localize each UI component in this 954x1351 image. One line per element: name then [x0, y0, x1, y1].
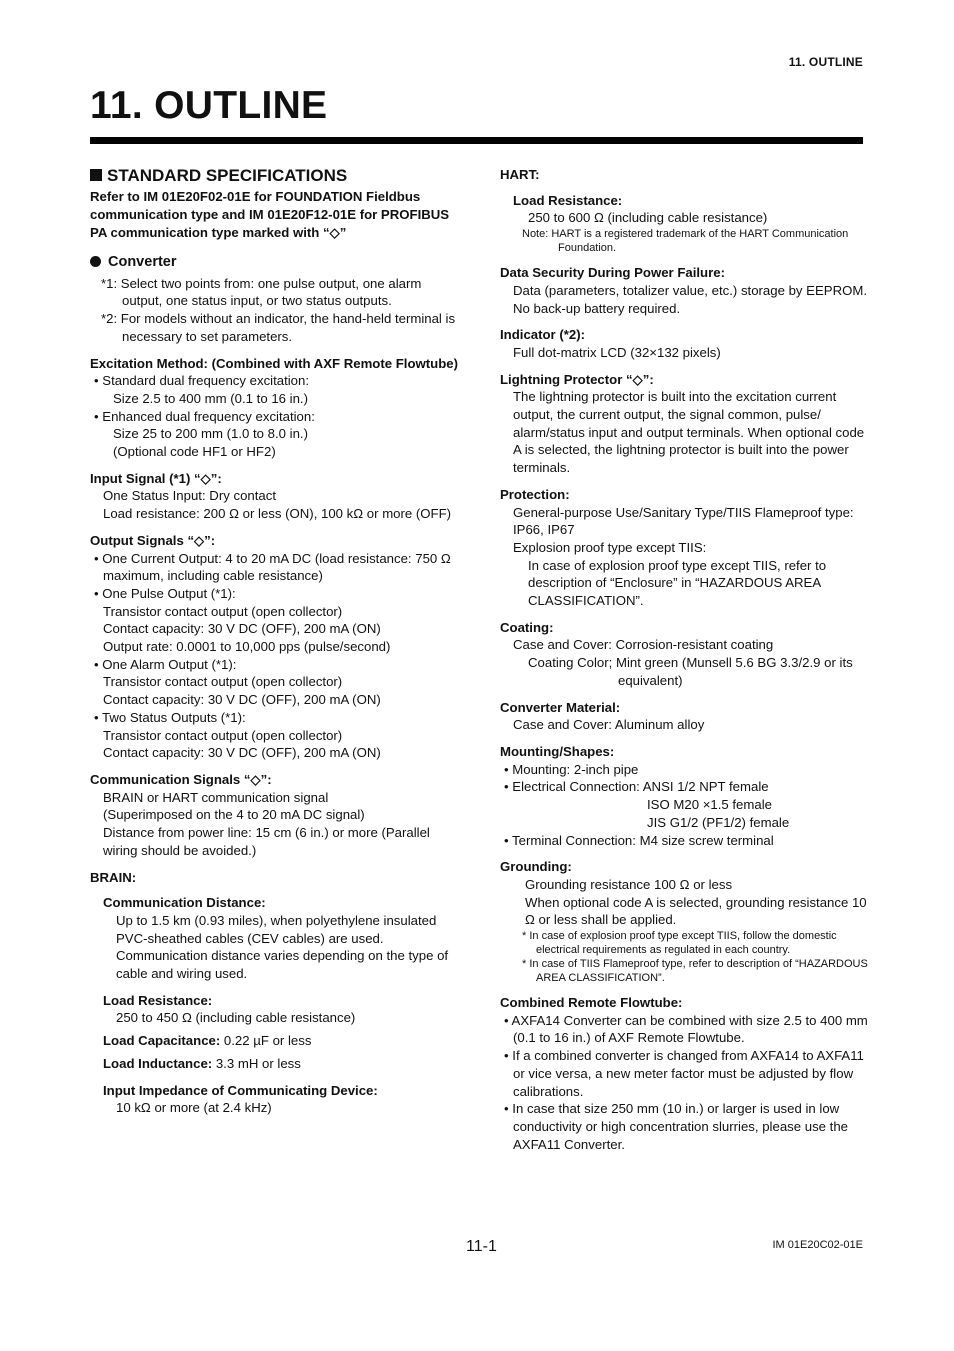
- data-security-text: Data (parameters, totalizer value, etc.) storage by EEPROM. No back-up battery required.: [513, 282, 868, 316]
- page-number: 11-1: [466, 1238, 497, 1255]
- output-signals-heading: Output Signals “◇”:: [90, 532, 216, 548]
- combined-heading: Combined Remote Flowtube:: [500, 995, 683, 1011]
- mounting-heading: Mounting/Shapes:: [500, 743, 615, 759]
- input-signal-line: Load resistance: 200 Ω or less (ON), 100 kΩ or more (OFF): [103, 506, 452, 522]
- output-line: • One Pulse Output (*1):: [94, 585, 236, 601]
- brain-distance-heading: Communication Distance:: [103, 895, 266, 911]
- running-head: 11. OUTLINE: [788, 55, 863, 69]
- footnote-2: *2: For models without an indicator, the hand-held terminal is necessary to set parameters.: [101, 311, 456, 344]
- output-line: Transistor contact output (open collector): [103, 603, 343, 619]
- combined-line: • In case that size 250 mm (10 in.) or larger is used in low conductivity or high concentration slurries, please use the AXFA11 Converter.: [504, 1101, 848, 1152]
- grounding-line: When optional code A is selected, grounding resistance 10 Ω or less shall be applied.: [525, 894, 867, 928]
- output-line: Contact capacity: 30 V DC (OFF), 200 mA (ON): [103, 692, 381, 708]
- lightning-heading: Lightning Protector “◇”:: [500, 371, 654, 387]
- coating-line: equivalent): [618, 672, 683, 688]
- grounding-note: * In case of TIIS Flameproof type, refer to description of “HAZARDOUS AREA CLASSIFICATION”.: [522, 958, 868, 985]
- brain-load-resistance-text: 250 to 450 Ω (including cable resistance): [116, 1010, 356, 1026]
- protection-line: General-purpose Use/Sanitary Type/TIIS Flameproof type: IP66, IP67: [513, 504, 854, 538]
- coating-line: Coating Color; Mint green (Munsell 5.6 BG 3.3/2.9 or its: [528, 655, 853, 671]
- mounting-line: JIS G1/2 (PF1/2) female: [647, 814, 790, 830]
- communication-line: BRAIN or HART communication signal: [103, 789, 329, 805]
- data-security-heading: Data Security During Power Failure:: [500, 265, 725, 281]
- output-line: Transistor contact output (open collector): [103, 727, 343, 743]
- right-column: [500, 166, 870, 1153]
- indicator-heading: Indicator (*2):: [500, 327, 585, 343]
- protection-line: In case of explosion proof type except TIIS, refer to description of “Enclosure” in “HAZARDOUS AREA CLASSIFICATION”.: [528, 557, 827, 609]
- brain-heading: BRAIN:: [90, 869, 137, 885]
- protection-line: Explosion proof type except TIIS:: [513, 539, 707, 555]
- hart-load-resistance-text: 250 to 600 Ω (including cable resistance): [528, 210, 768, 226]
- excitation-line: • Standard dual frequency excitation:: [94, 373, 310, 389]
- section-heading: STANDARD SPECIFICATIONS: [90, 166, 460, 186]
- communication-heading: Communication Signals “◇”:: [90, 771, 272, 787]
- output-line: Contact capacity: 30 V DC (OFF), 200 mA (ON): [103, 745, 381, 761]
- converter-heading: Converter: [90, 254, 460, 272]
- output-line: Output rate: 0.0001 to 10,000 pps (pulse/second): [103, 639, 391, 655]
- hart-load-resistance-heading: Load Resistance:: [513, 192, 623, 208]
- title-rule: [90, 137, 863, 144]
- brain-load-resistance-heading: Load Resistance:: [103, 992, 213, 1008]
- output-line: • One Current Output: 4 to 20 mA DC (load resistance: 750 Ω maximum, including cable resistance): [94, 550, 451, 584]
- grounding-heading: Grounding:: [500, 859, 572, 875]
- coating-heading: Coating:: [500, 619, 554, 635]
- output-line: • Two Status Outputs (*1):: [94, 709, 246, 725]
- page-title: 11. OUTLINE: [90, 84, 328, 127]
- combined-line: • If a combined converter is changed from AXFA14 to AXFA11 or vice versa, a new meter factor must be adjusted by flow calibrations.: [504, 1048, 864, 1099]
- excitation-line: • Enhanced dual frequency excitation:: [94, 408, 315, 424]
- mounting-line: • Electrical Connection: ANSI 1/2 NPT female: [504, 779, 769, 795]
- footnote-1: *1: Select two points from: one pulse output, one alarm output, one status input, or two status outputs.: [101, 275, 422, 309]
- brain-impedance-heading: Input Impedance of Communicating Device:: [103, 1082, 378, 1098]
- hart-heading: HART:: [500, 167, 540, 182]
- output-line: Contact capacity: 30 V DC (OFF), 200 mA (ON): [103, 621, 381, 637]
- converter-material-heading: Converter Material:: [500, 699, 621, 715]
- brain-load-capacitance: Load Capacitance: 0.22 µF or less: [103, 1033, 312, 1049]
- mounting-line: ISO M20 ×1.5 female: [647, 797, 772, 813]
- input-signal-line: One Status Input: Dry contact: [103, 488, 276, 504]
- output-line: Transistor contact output (open collector): [103, 674, 343, 690]
- lightning-text: The lightning protector is built into the excitation current output, the current output, the signal common, pulse/ alarm/status input and output terminals. When optional code A is selected, the lightning protector is built into the power terminals.: [513, 389, 865, 476]
- brain-distance-text: Up to 1.5 km (0.93 miles), when polyethylene insulated PVC-sheathed cables (CEV cables) are used. Communication distance varies depending on the type of cable and wiring used.: [116, 912, 449, 982]
- excitation-line: (Optional code HF1 or HF2): [113, 444, 276, 460]
- left-column: [90, 166, 460, 1117]
- protection-heading: Protection:: [500, 486, 570, 502]
- mounting-line: • Terminal Connection: M4 size screw terminal: [504, 832, 774, 848]
- grounding-line: Grounding resistance 100 Ω or less: [525, 876, 733, 892]
- indicator-text: Full dot-matrix LCD (32×132 pixels): [513, 344, 721, 360]
- square-bullet-icon: [90, 169, 102, 181]
- grounding-note: * In case of explosion proof type except TIIS, follow the domestic electrical requirements as regulated in each country.: [522, 930, 837, 957]
- combined-line: • AXFA14 Converter can be combined with size 2.5 to 400 mm (0.1 to 16 in.) of AXF Remote Flowtube.: [504, 1012, 868, 1046]
- excitation-heading: Excitation Method: (Combined with AXF Remote Flowtube): [90, 355, 459, 371]
- document-id: IM 01E20C02-01E: [772, 1239, 863, 1251]
- mounting-line: • Mounting: 2-inch pipe: [504, 761, 639, 777]
- intro-text: Refer to IM 01E20F02-01E for FOUNDATION Fieldbus communication type and IM 01E20F12-01E for PROFIBUS PA communication type marked with “◇”: [90, 189, 450, 240]
- hart-note: Note: HART is a registered trademark of the HART Communication Foundation.: [522, 228, 849, 255]
- brain-impedance-text: 10 kΩ or more (at 2.4 kHz): [116, 1100, 272, 1116]
- excitation-line: Size 2.5 to 400 mm (0.1 to 16 in.): [113, 390, 308, 406]
- communication-line: Distance from power line: 15 cm (6 in.) or more (Parallel wiring should be avoided.): [103, 825, 430, 858]
- brain-load-inductance: Load Inductance: 3.3 mH or less: [103, 1055, 301, 1071]
- excitation-line: Size 25 to 200 mm (1.0 to 8.0 in.): [113, 426, 308, 442]
- converter-material-text: Case and Cover: Aluminum alloy: [513, 717, 705, 733]
- input-signal-heading: Input Signal (*1) “◇”:: [90, 470, 222, 486]
- coating-line: Case and Cover: Corrosion-resistant coating: [513, 637, 774, 653]
- communication-line: (Superimposed on the 4 to 20 mA DC signal): [103, 807, 365, 823]
- round-bullet-icon: [90, 256, 101, 267]
- output-line: • One Alarm Output (*1):: [94, 656, 237, 672]
